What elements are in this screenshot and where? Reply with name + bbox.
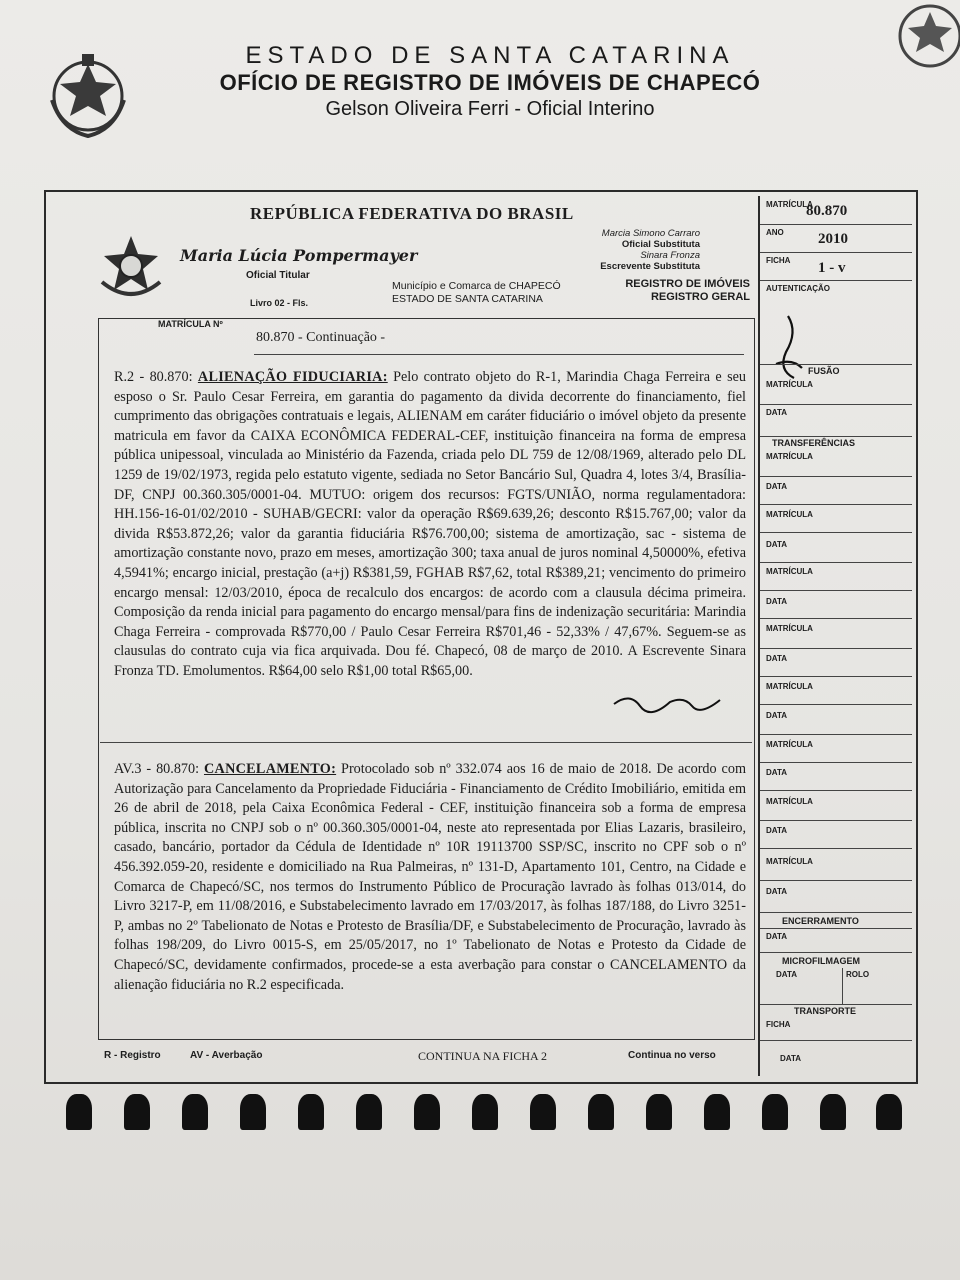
- side-tr3-matricula: MATRÍCULA: [766, 567, 813, 576]
- side-rule-13: [760, 648, 912, 649]
- side-rule-15: [760, 704, 912, 705]
- side-rule-10: [760, 562, 912, 563]
- side-rule-1: [760, 224, 912, 225]
- side-rule-5: [760, 404, 912, 405]
- entry-av3-heading: CANCELAMENTO:: [203, 761, 337, 777]
- binder-hole: [646, 1094, 672, 1130]
- side-rule-25: [760, 1004, 912, 1005]
- side-ano-value: 2010: [818, 231, 848, 247]
- side-rule-17: [760, 762, 912, 763]
- side-tr3-data: DATA: [766, 597, 788, 606]
- side-ficha-value: 1 - v: [818, 260, 846, 276]
- side-matricula-value: 80.870: [806, 203, 848, 219]
- side-rule-23: [760, 928, 912, 929]
- binder-hole: [588, 1094, 614, 1130]
- side-ficha-label: FICHA: [766, 256, 791, 265]
- side-rule-4: [760, 364, 912, 365]
- side-enc-data: DATA: [766, 932, 788, 941]
- authentication-signature-icon: [768, 312, 808, 382]
- side-rule-16: [760, 734, 912, 735]
- side-tr6-data: DATA: [766, 768, 788, 777]
- registro-line-2: REGISTRO GERAL: [650, 291, 750, 303]
- entry-r2-body: Pelo contrato objeto do R-1, Marindia Chaga Ferreira e seu esposo o Sr. Paulo Cesar Ferreira, em garantia do pagamento da divida decorrente do financiamento, fiel cumprimento das obrigações contratuais e legais, ALIENAM em caráter fiduciário o imóvel objeto da presente matricula em favor da CAIXA ECONÔMICA FEDERAL-CEF, instituição financeira na forma de empresa pública unipessoal, vinculada ao Ministério da Fazenda, criada pelo DL 759 de 12/08/1969, alterado pelo DL 1259 de 19/02/1973, regida pelo estatuto vigente, sediada no Setor Bancário Sul, Quadra 4, lotes 3/4, Brasília-DF, CNPJ 00.360.305/0001-04. MUTUO: origem dos recursos: FGTS/UNIÃO, norma regulamentadora: HH.156-16-01/02/2010 - SUHAB/GECRI: valor da operação R$69.639,26; desconto R$15.767,00; valor da divida R$53.872,26; valor da garantia fiduciária R$76.700,00; sistema de amortização, sac - sistema de amortização constante novo, prazo em meses, amortização 300; taxa anual de juros nominal 4,50000%, efetiva 4,5941%; encargo inicial, prestação (a+j) R$381,59, FGHAB R$7,62, total R$389,21; vencimento do primeiro encargo mensal: 12/03/2010, época de recalculo dos encargos: de acordo com a clausula décima primeira. Composição da renda inicial para pagamento do encargo mensal/para fins de indenização securitária: Marindia Chaga Ferreira - comprovada R$770,00 / Paulo Cesar Ferreira R$701,46 - 52,33% / 47,67%. Seguem-se as clausulas do contrato cuja via fica arquivada. Dou fé. Chapecó, 08 de março de 2010. A Escrevente Sinara Fronza TD. Emolumentos. R$64,00 selo R$1,00 total R$65,00.: [114, 369, 746, 679]
- municipio-line-2: ESTADO DE SANTA CATARINA: [392, 293, 543, 305]
- side-fusao: FUSÃO: [808, 366, 840, 376]
- side-rule-22: [760, 912, 912, 913]
- side-tr7-data: DATA: [766, 826, 788, 835]
- side-micro-data: DATA: [776, 970, 798, 979]
- binder-hole: [762, 1094, 788, 1130]
- binder-hole: [472, 1094, 498, 1130]
- side-fusao-matricula: MATRÍCULA: [766, 380, 813, 389]
- santa-catarina-coat-of-arms-icon: [42, 50, 134, 142]
- side-tr2-matricula: MATRÍCULA: [766, 510, 813, 519]
- entry-r2-heading: ALIENAÇÃO FIDUCIARIA:: [197, 369, 388, 385]
- side-rule-6: [760, 436, 912, 437]
- footer-av-legend: AV - Averbação: [190, 1050, 263, 1061]
- side-tr5-data: DATA: [766, 711, 788, 720]
- registro-block: [600, 278, 750, 304]
- side-micro-rolo: ROLO: [846, 970, 870, 979]
- binder-hole: [240, 1094, 266, 1130]
- matricula-underline: [254, 354, 744, 355]
- side-rule-18: [760, 790, 912, 791]
- side-tr2-data: DATA: [766, 540, 788, 549]
- side-tr1-matricula: MATRÍCULA: [766, 452, 813, 461]
- side-ano-label: ANO: [766, 228, 784, 237]
- matricula-continuation: 80.870 - Continuação -: [256, 330, 386, 345]
- side-tr1-data: DATA: [766, 482, 788, 491]
- substitute-role: Oficial Substituta: [621, 239, 700, 250]
- side-rule-7: [760, 476, 912, 477]
- side-tr7-matricula: MATRÍCULA: [766, 797, 813, 806]
- titular-role: Oficial Titular: [246, 270, 310, 281]
- side-rule-11: [760, 590, 912, 591]
- official-name: Gelson Oliveira Ferri - Oficial Interino: [325, 98, 655, 120]
- footer-continua-verso: Continua no verso: [628, 1050, 716, 1061]
- side-tr5-matricula: MATRÍCULA: [766, 682, 813, 691]
- binder-hole: [704, 1094, 730, 1130]
- municipio-line-1: Município e Comarca de CHAPECÓ: [392, 280, 561, 292]
- entry-r2-prefix: R.2 - 80.870:: [114, 369, 198, 385]
- footer-continua-ficha: CONTINUA NA FICHA 2: [418, 1049, 548, 1063]
- side-rule-8: [760, 504, 912, 505]
- binder-hole: [876, 1094, 902, 1130]
- footer-r-legend: R - Registro: [104, 1050, 161, 1061]
- side-fusao-data: DATA: [766, 408, 788, 417]
- side-rule-26: [760, 1040, 912, 1041]
- binder-hole: [530, 1094, 556, 1130]
- entry-r2: [114, 368, 746, 682]
- entry-divider: [100, 742, 752, 743]
- side-tr4-data: DATA: [766, 654, 788, 663]
- side-tr8-data: DATA: [766, 887, 788, 896]
- side-rule-21: [760, 880, 912, 881]
- state-title: ESTADO DE SANTA CATARINA: [245, 42, 735, 69]
- side-autenticacao: AUTENTICAÇÃO: [766, 284, 830, 293]
- side-rule-3: [760, 280, 912, 281]
- side-rule-9: [760, 532, 912, 533]
- side-micro-divider: [842, 968, 843, 1004]
- side-tr8-matricula: MATRÍCULA: [766, 857, 813, 866]
- republic-title: REPÚBLICA FEDERATIVA DO BRASIL: [250, 204, 574, 223]
- livro-label: Livro 02 - Fls.: [250, 298, 309, 308]
- binder-hole: [298, 1094, 324, 1130]
- brazil-coat-of-arms-icon: [96, 234, 166, 304]
- office-title: OFÍCIO DE REGISTRO DE IMÓVEIS DE CHAPECÓ: [219, 70, 761, 95]
- side-matricula-label: MATRÍCULA: [766, 200, 813, 209]
- side-tr4-matricula: MATRÍCULA: [766, 624, 813, 633]
- side-microfilmagem: MICROFILMAGEM: [782, 956, 860, 966]
- side-rule-12: [760, 618, 912, 619]
- side-transp-ficha: FICHA: [766, 1020, 791, 1029]
- side-encerramento: ENCERRAMENTO: [782, 916, 859, 926]
- clerk-role: Escrevente Substituta: [600, 261, 700, 272]
- side-rule-19: [760, 820, 912, 821]
- side-rule-14: [760, 676, 912, 677]
- titular-signature-name: Maria Lúcia Pompermayer: [180, 246, 418, 265]
- entry-av3-prefix: AV.3 - 80.870:: [114, 761, 204, 777]
- matricula-label: MATRÍCULA Nº: [158, 319, 223, 329]
- binder-hole: [66, 1094, 92, 1130]
- clerk-name: Sinara Fronza: [640, 250, 700, 261]
- binder-hole: [414, 1094, 440, 1130]
- side-transferencias: TRANSFERÊNCIAS: [772, 438, 856, 448]
- municipio-block: [392, 280, 561, 306]
- side-rule-2: [760, 252, 912, 253]
- side-tr6-matricula: MATRÍCULA: [766, 740, 813, 749]
- substitute-name: Marcia Simono Carraro: [601, 228, 700, 239]
- clerk-signature-icon: [610, 686, 730, 716]
- side-transp-data: DATA: [780, 1054, 802, 1063]
- entry-av3-body: Protocolado sob nº 332.074 aos 16 de maio de 2018. De acordo com Autorização para Cancelamento da Propriedade Fiduciária - Financiamento de Crédito Imobiliário, emitida em 26 de abril de 2018, pela Caixa Econômica Federal - CEF, instituição financeira sob a forma de empresa pública, inscrita no CNPJ sob o nº 00.360.305/0001-04, neste ato representada por Elias Lazaris, brasileiro, casado, bancário, portador da Cédula de Identidade nº 10R 19113700 SSP/SC, inscrito no CPF sob o nº 456.392.059-20, residente e domiciliado na Rua Palmeiras, nº 131-D, Apartamento 101, Centro, na Cidade e Comarca de Chapecó/SC, nos termos do Instrumento Público de Procuração lavrado às folhas 013/014, do Livro 3217-P, em 11/08/2016, e Substabelecimento lavrado em 17/03/2017, às folhas 187/188, do Livro 3251-P, ambas no 2º Tabelionato de Notas e Protesto de Brasília/DF, e Substabelecimento de Procuração, lavrado às folhas 198/209, do Livro 0015-S, em 25/05/2017, no 1º Tabelionato de Notas e Protesto da Cidade de Chapecó/SC, devidamente confirmados, procede-se a esta averbação para constar o CANCELAMENTO da alienação fiduciária no R.2 especificada.: [114, 761, 746, 993]
- registro-line-1: REGISTRO DE IMÓVEIS: [625, 278, 750, 290]
- binder-hole: [820, 1094, 846, 1130]
- entry-av3: [114, 760, 746, 995]
- side-rule-24: [760, 952, 912, 953]
- coat-of-arms-corner-icon: [884, 0, 960, 82]
- side-transporte: TRANSPORTE: [794, 1006, 857, 1016]
- binder-hole: [182, 1094, 208, 1130]
- binder-hole: [356, 1094, 382, 1130]
- binder-hole: [124, 1094, 150, 1130]
- substitutes-block: [560, 228, 700, 272]
- side-rule-20: [760, 848, 912, 849]
